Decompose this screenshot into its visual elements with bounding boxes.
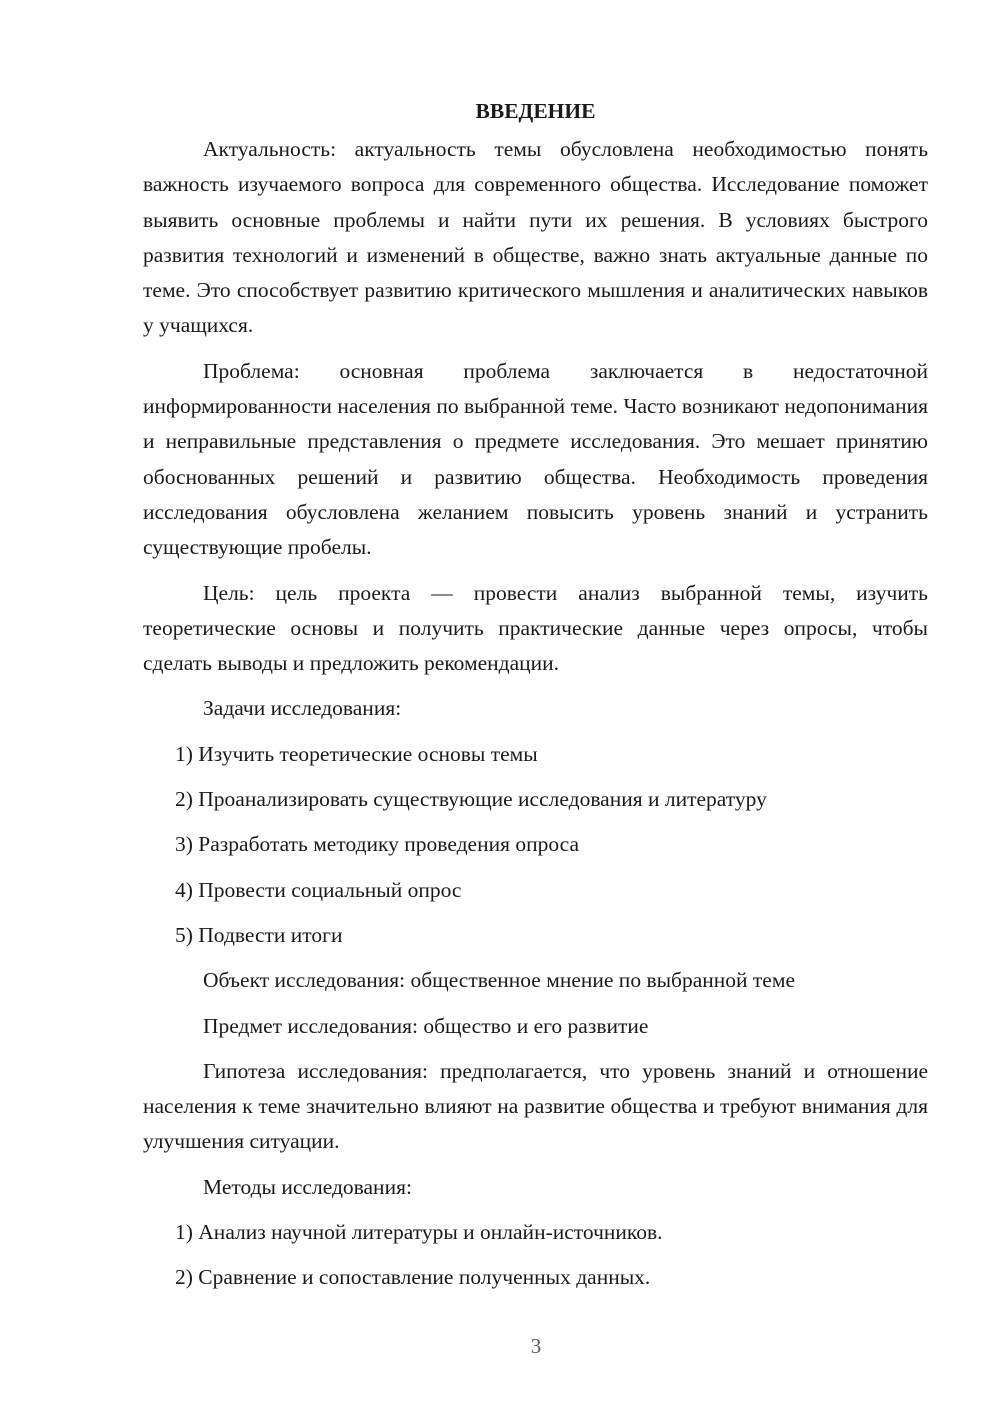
section-heading: ВВЕДЕНИЕ	[475, 99, 596, 123]
research-subject: Предмет исследования: общество и его развитие	[203, 1013, 649, 1038]
hypothesis-paragraph: Гипотеза исследования: предполагается, что уровень знаний и отношение населения к теме значительно влияют на развитие общества и требуют внимания для улучшения ситуации.	[143, 1058, 928, 1154]
problem-paragraph: Проблема: основная проблема заключается в недостаточной информированности населения по выбранной теме. Часто возникают недопонимания и неправильные представления о предмете исследования. Это мешает принятию обоснованных решений и развитию общества. Необходимость проведения исследования обусловлена желанием повысить уровень знаний и устранить существующие пробелы.	[143, 358, 928, 560]
tasks-title: Задачи исследования:	[203, 696, 402, 721]
research-object: Объект исследования: общественное мнение по выбранной теме	[203, 968, 795, 993]
task-item-1: 1) Изучить теоретические основы темы	[175, 741, 538, 766]
page-content	[143, 96, 928, 1306]
task-item-2: 2) Проанализировать существующие исследования и литературу	[175, 787, 767, 812]
task-item-5: 5) Подвести итоги	[175, 922, 343, 947]
method-item-2: 2) Сравнение и сопоставление полученных данных.	[175, 1265, 651, 1290]
task-item-4: 4) Провести социальный опрос	[175, 877, 462, 902]
relevance-paragraph: Актуальность: актуальность темы обусловлена необходимостью понять важность изучаемого вопроса для современного общества. Исследование поможет выявить основные проблемы и найти пути их решения. В условиях быстрого развития технологий и изменений в обществе, важно знать актуальные данные по теме. Это способствует развитию критического мышления и аналитических навыков у учащихся.	[143, 137, 928, 338]
page-number: 3	[530, 1334, 542, 1358]
task-item-3: 3) Разработать методику проведения опроса	[175, 832, 579, 857]
methods-title: Методы исследования:	[203, 1174, 412, 1199]
method-item-1: 1) Анализ научной литературы и онлайн-источников.	[175, 1220, 663, 1245]
goal-paragraph: Цель: цель проекта — провести анализ выбранной темы, изучить теоретические основы и получить практические данные через опросы, чтобы сделать выводы и предложить рекомендации.	[143, 580, 928, 676]
